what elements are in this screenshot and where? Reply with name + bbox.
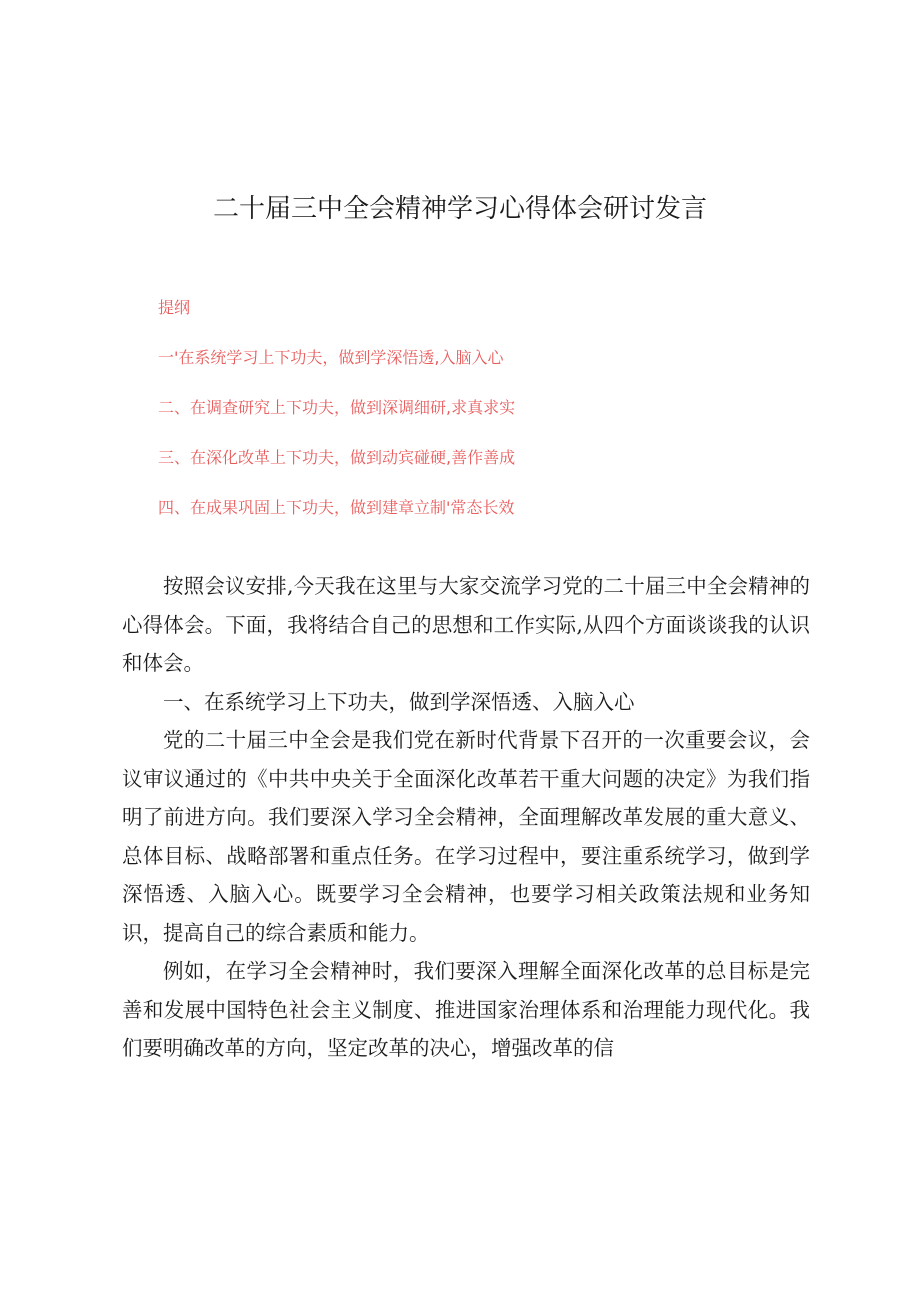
document-title: 二十届三中全会精神学习心得体会研讨发言 [212,194,707,224]
body-paragraph-1: 党的二十届三中全会是我们党在新时代背景下召开的一次重要会议，会议审议通过的《中共中央关于全面深化改革若干重大问题的决定》为我们指明了前进方向。我们要深入学习全会精神，全面理解改革发展的重大意义、总体目标、战略部署和重点任务。在学习过程中，要注重系统学习，做到学深悟透、入脑入心。既要学习全会精神，也要学习相关政策法规和业务知识，提高自己的综合素质和能力。 [122,728,810,945]
body-text [122,567,810,1068]
outline-item-4: 四、在成果巩固上下功夫，做到建章立制'常态长效 [158,498,515,517]
outline-item-1: 一'在系统学习上下功夫，做到学深悟透,入脑入心 [158,348,504,367]
intro-paragraph: 按照会议安排,今天我在这里与大家交流学习党的二十届三中全会精神的心得体会。下面，我将结合自己的思想和工作实际,从四个方面谈谈我的认识和体会。 [122,574,810,675]
body-paragraph-2: 例如，在学习全会精神时，我们要深入理解全面深化改革的总目标是完善和发展中国特色社会主义制度、推进国家治理体系和治理能力现代化。我们要明确改革的方向，坚定改革的决心，增强改革的信 [122,959,810,1060]
outline-section [158,298,798,548]
section-heading-1: 一、在系统学习上下功夫，做到学深悟透、入脑入心 [163,689,635,714]
outline-heading: 提纲 [158,298,191,317]
outline-item-2: 二、在调查研究上下功夫，做到深调细研,求真求实 [158,398,516,417]
outline-item-3: 三、在深化改革上下功夫，做到动宾碰硬,善作善成 [158,448,516,467]
